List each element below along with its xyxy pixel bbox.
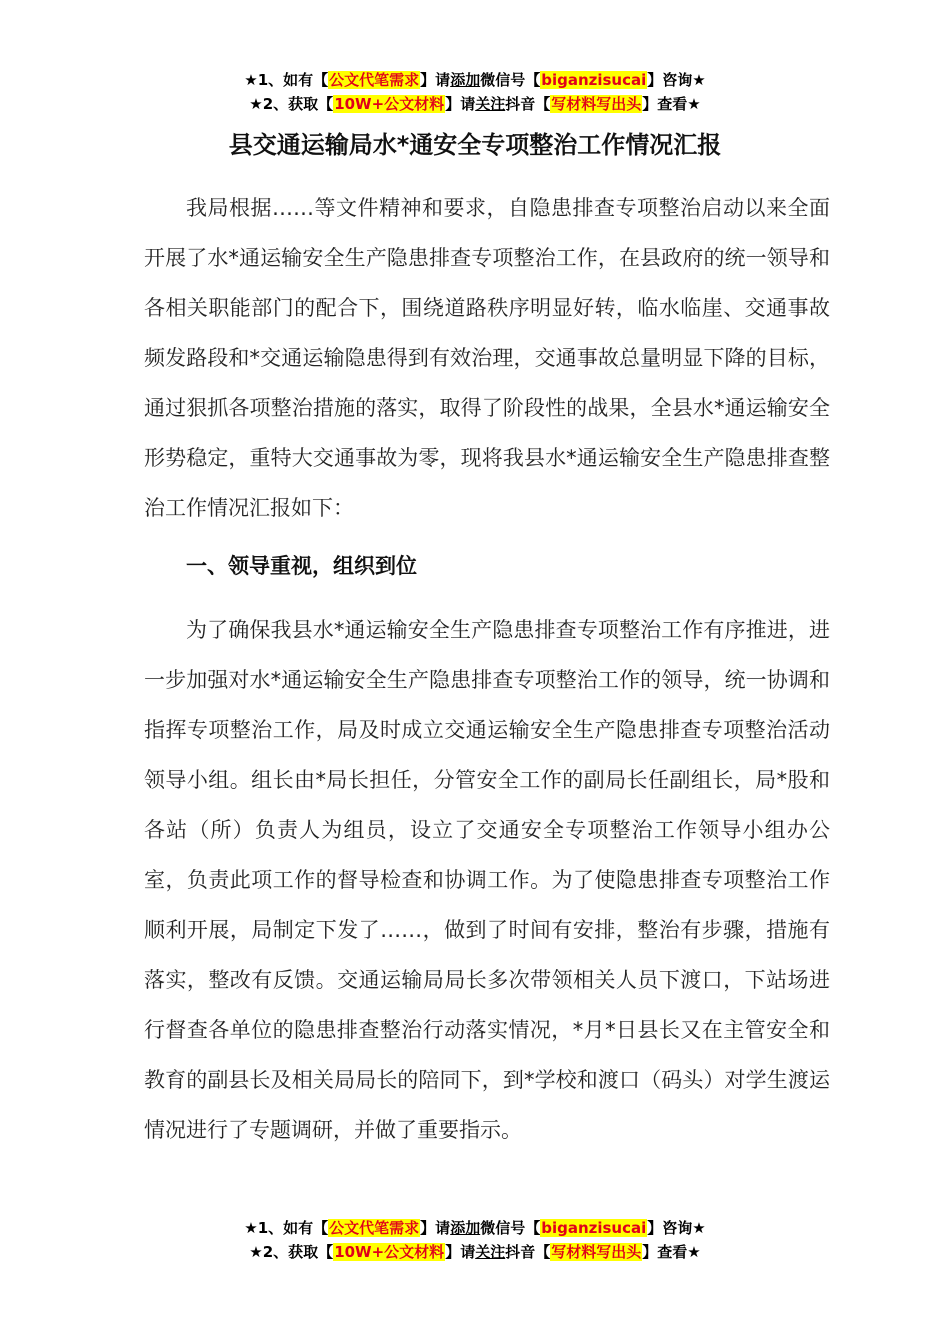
paragraph-section-1: 为了确保我县水*通运输安全生产隐患排查专项整治工作有序推进，进一步加强对水*通运输安全生产隐患排查专项整治工作的领导，统一协调和指挥专项整治工作，局及时成立交通运输安全生产隐患排查专项整治活动领导小组。组长由*局长担任，分管安全工作的副局长任副组长，局*股和各站（所）负责人为组员，设立了交通安全专项整治工作领导小组办公室，负责此项工作的督导检查和协调工作。为了使隐患排查专项整治工作顺利开展，局制定下发了……，做到了时间有安排，整治有步骤，措施有落实，整改有反馈。交通运输局局长多次带领相关人员下渡口，下站场进行督查各单位的隐患排查整治行动落实情况，*月*日县长又在主管安全和教育的副县长及相关局局长的陪同下，到*学校和渡口（码头）对学生渡运情况进行了专题调研，并做了重要指示。 [144, 618, 830, 1142]
paragraph-intro: 我局根据……等文件精神和要求，自隐患排查专项整治启动以来全面开展了水*通运输安全生产隐患排查专项整治工作，在县政府的统一领导和各相关职能部门的配合下，围绕道路秩序明显好转，临水临崖、交通事故频发路段和*交通运输隐患得到有效治理，交通事故总量明显下降的目标，通过狠抓各项整治措施的落实，取得了阶段性的战果，全县水*通运输安全形势稳定，重特大交通事故为零，现将我县水*通运输安全生产隐患排查整治工作情况汇报如下： [144, 196, 830, 520]
banner-highlight-materials: 10W+公文材料 [334, 1243, 445, 1261]
banner-highlight-douyin: 写材料写出头 [551, 95, 642, 113]
top-banner [0, 68, 950, 116]
banner-line-2: ★2、获取【10W+公文材料】请关注抖音【写材料写出头】查看★ [249, 1243, 701, 1261]
banner-highlight-service: 公文代笔需求 [329, 1219, 420, 1237]
banner-highlight-service: 公文代笔需求 [329, 71, 420, 89]
banner-highlight-materials: 10W+公文材料 [334, 95, 445, 113]
banner-line-1: ★1、如有【公文代笔需求】请添加微信号【biganzisucai】咨询★ [244, 71, 706, 89]
banner-line-1: ★1、如有【公文代笔需求】请添加微信号【biganzisucai】咨询★ [244, 1219, 706, 1237]
banner-highlight-douyin: 写材料写出头 [551, 1243, 642, 1261]
section-heading-1: 一、领导重视，组织到位 [186, 554, 417, 578]
banner-highlight-wechat: biganzisucai [541, 71, 647, 89]
bottom-banner [0, 1216, 950, 1264]
document-title: 县交通运输局水*通安全专项整治工作情况汇报 [228, 131, 722, 159]
banner-highlight-wechat: biganzisucai [541, 1219, 647, 1237]
banner-line-2: ★2、获取【10W+公文材料】请关注抖音【写材料写出头】查看★ [249, 95, 701, 113]
